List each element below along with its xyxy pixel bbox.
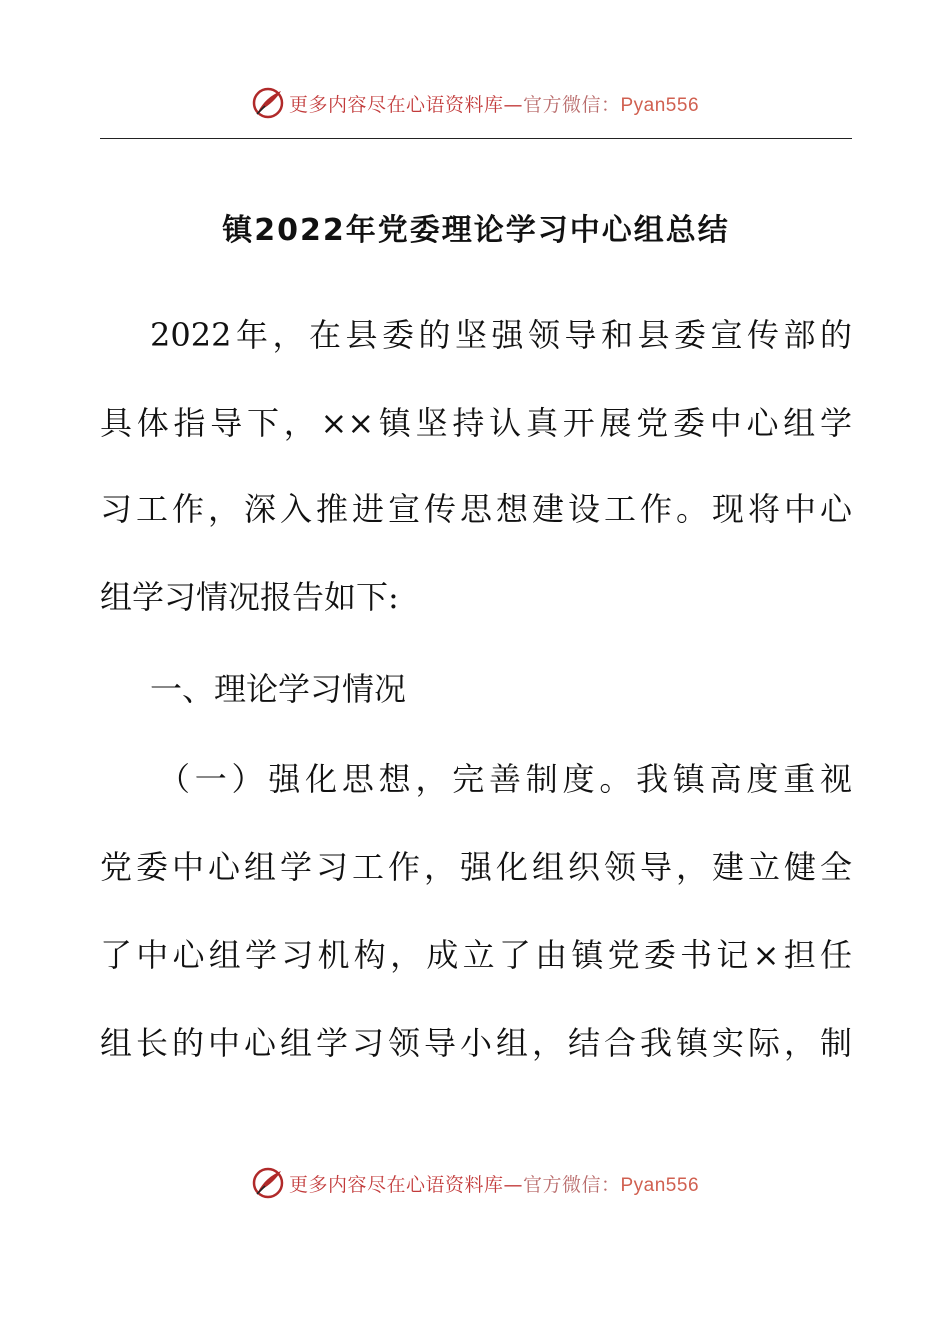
body-line: 组长的中心组学习领导小组，结合我镇实际，制 <box>100 1024 852 1062</box>
section-heading: 一、理论学习情况 <box>150 670 407 708</box>
body-line: 具体指导下，××镇坚持认真开展党委中心组学 <box>100 404 852 442</box>
footer-banner <box>0 1163 950 1203</box>
body-line: 2022年，在县委的坚强领导和县委宣传部的 <box>150 316 852 354</box>
header-banner <box>0 83 950 123</box>
banner-wechat-label: 官方微信： <box>522 1173 621 1196</box>
banner-wechat-id: Pyan556 <box>620 94 700 116</box>
banner-text <box>289 90 699 117</box>
body-line: 组学习情况报告如下: <box>100 578 399 616</box>
banner-dash: — <box>503 1173 523 1196</box>
header-rule <box>100 138 852 139</box>
body-line: 了中心组学习机构，成立了由镇党委书记×担任 <box>100 936 852 974</box>
banner-dash: — <box>503 93 523 116</box>
banner-main-text: 更多内容尽在心语资料库 <box>288 93 504 116</box>
body-line: 习工作，深入推进宣传思想建设工作。现将中心 <box>100 490 852 528</box>
banner-main-text: 更多内容尽在心语资料库 <box>288 1173 504 1196</box>
banner-text <box>289 1170 699 1197</box>
quill-logo-icon <box>251 1166 285 1200</box>
body-line: （一）强化思想，完善制度。我镇高度重视 <box>158 760 852 798</box>
banner-wechat-id: Pyan556 <box>620 1174 700 1196</box>
quill-logo-icon <box>251 86 285 120</box>
body-line: 党委中心组学习工作，强化组织领导，建立健全 <box>100 848 852 886</box>
banner-wechat-label: 官方微信： <box>522 93 621 116</box>
document-title: 镇2022年党委理论学习中心组总结 <box>222 213 730 248</box>
